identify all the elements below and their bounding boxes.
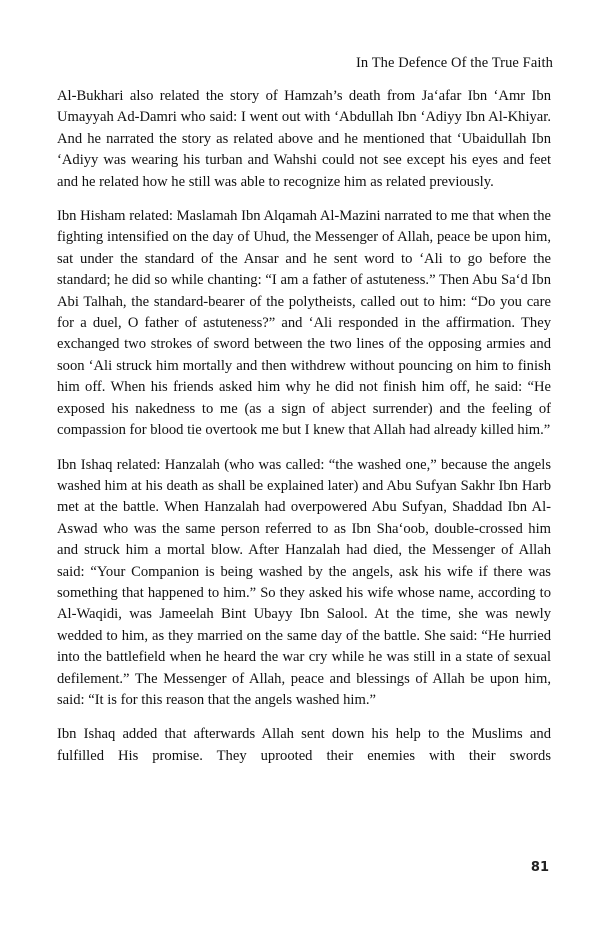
page-number: 81 bbox=[530, 860, 549, 875]
body-text bbox=[57, 86, 551, 780]
paragraph: Al-Bukhari also related the story of Hamzah’s death from Ja‘afar Ibn ‘Amr Ibn Umayyah Ad-Damri who said: I went out with ‘Abdullah Ibn ‘Adiyy Ibn Al-Khiyar. And he narrated the story as related above and he mentioned that ‘Ubaidullah Ibn ‘Adiyy was wearing his turban and Wahshi could not see except his eyes and feet and he related how he still was able to recognize him as related previously. bbox=[57, 88, 551, 190]
paragraph: Ibn Ishaq added that afterwards Allah sent down his help to the Muslims and fulfilled His promise. They uprooted their enemies with their swords bbox=[57, 726, 551, 764]
paragraph: Ibn Hisham related: Maslamah Ibn Alqamah Al-Mazini narrated to me that when the fighting intensified on the day of Uhud, the Messenger of Allah, peace be upon him, sat under the standard of the Ansar and he sent word to ‘Ali to go before the standard; he did so while chanting: “I am a father of astuteness.” Then Abu Sa‘d Ibn Abi Talhah, the standard-bearer of the polytheists, called out to him: “Do you care for a duel, O father of astuteness?” and ‘Ali responded in the affirmation. They exchanged two strokes of sword between the two lines of the opposing armies and soon ‘Ali struck him mortally and then withdrew without pouncing on him to finish him off. When his friends asked him why he did not finish him off, he said: “He exposed his nakedness to me (as a sign of abject surrender) and the feeling of compassion for blood tie overtook me but I knew that Allah had already killed him.” bbox=[57, 208, 551, 439]
running-header: In The Defence Of the True Faith bbox=[355, 55, 553, 71]
paragraph: Ibn Ishaq related: Hanzalah (who was called: “the washed one,” because the angels washed him at his death as shall be explained later) and Abu Sufyan Sakhr Ibn Harb met at the battle. When Hanzalah had overpowered Abu Sufyan, Shaddad Ibn Al-Aswad who was the same person referred to as Ibn Sha‘oob, double-crossed him and struck him a mortal blow. After Hanzalah had died, the Messenger of Allah said: “Your Companion is being washed by the angels, ask his wife if there was something that happened to him.” So they asked his wife whose name, according to Al-Waqidi, was Jameelah Bint Ubayy Ibn Salool. At the time, she was newly wedded to him, as they married on the same day of the battle. She said: “He hurried into the battlefield when he heard the war cry while he was still in a state of sexual defilement.” The Messenger of Allah, peace and blessings of Allah be upon him, said: “It is for this reason that the angels washed him.” bbox=[57, 456, 551, 708]
